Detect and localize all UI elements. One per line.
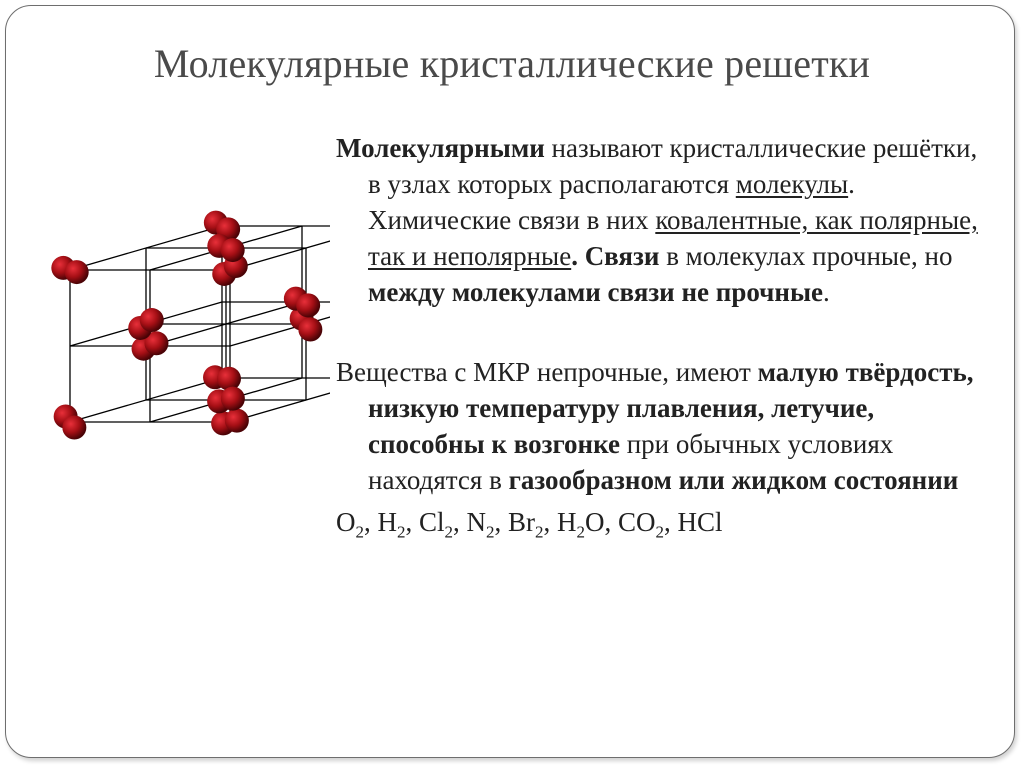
bold-text: . Связи [571, 241, 660, 271]
text-span: при обычных условиях находятся в [368, 429, 894, 495]
definition-paragraph [336, 130, 996, 310]
separator: , [604, 507, 619, 537]
molecular-lattice-illustration [40, 200, 330, 460]
text-span: называют кристаллические решётки, в узлах которых располагаются [368, 133, 978, 199]
atom [217, 367, 241, 391]
formula-text: CO [618, 507, 656, 537]
atom [65, 260, 89, 284]
text-span: в молекулах прочные, но [659, 241, 953, 271]
separator: , [664, 507, 678, 537]
atom [225, 409, 249, 433]
text-span: Вещества с МКР непрочные, имеют [336, 357, 758, 387]
text-block [336, 130, 996, 550]
formula-text: O [585, 507, 605, 537]
slide-title: Молекулярные кристаллические решетки [153, 41, 871, 86]
separator: , [453, 507, 467, 537]
molecule [54, 405, 87, 440]
atom [221, 238, 245, 262]
formula-text: Cl [419, 507, 445, 537]
atom [296, 293, 320, 317]
formula-subscript: 2 [655, 522, 665, 542]
separator: , [494, 507, 509, 537]
separator: , [543, 507, 558, 537]
properties-paragraph [336, 354, 996, 498]
formula-subscript: 2 [397, 522, 406, 542]
atom [298, 317, 322, 341]
separator: , [405, 507, 419, 537]
bold-text: малую твёрдость, низкую температуру плавления, летучие, способны к возгонке [368, 357, 974, 459]
formula-examples [336, 504, 996, 550]
text-span: . Химические связи в них [368, 169, 855, 235]
text-span: . [823, 277, 830, 307]
underlined-text: молекулы [735, 169, 849, 199]
formula-text: Br [508, 507, 536, 537]
formula-subscript: 2 [486, 522, 495, 542]
underlined-text: ковалентные, как полярные, так и неполярные [368, 205, 978, 271]
atom [140, 308, 164, 332]
molecule [284, 287, 320, 318]
molecule [207, 234, 244, 262]
formula-text: O [336, 507, 356, 537]
term-bold: Молекулярными [336, 133, 545, 163]
bold-text: между молекулами связи не прочные [368, 277, 824, 307]
formula-subscript: 2 [576, 522, 586, 542]
atom [62, 415, 86, 439]
formula-subscript: 2 [355, 522, 364, 542]
bold-text: газообразном или жидком состоянии [508, 465, 959, 495]
formula-text: N [466, 507, 487, 537]
molecule [51, 256, 88, 284]
formula-text: HCl [677, 507, 723, 537]
formula-subscript: 2 [535, 522, 544, 542]
formula-text: H [557, 507, 577, 537]
formula-text: H [377, 507, 397, 537]
separator: , [364, 507, 378, 537]
atom [221, 387, 245, 411]
formula-subscript: 2 [444, 522, 454, 542]
